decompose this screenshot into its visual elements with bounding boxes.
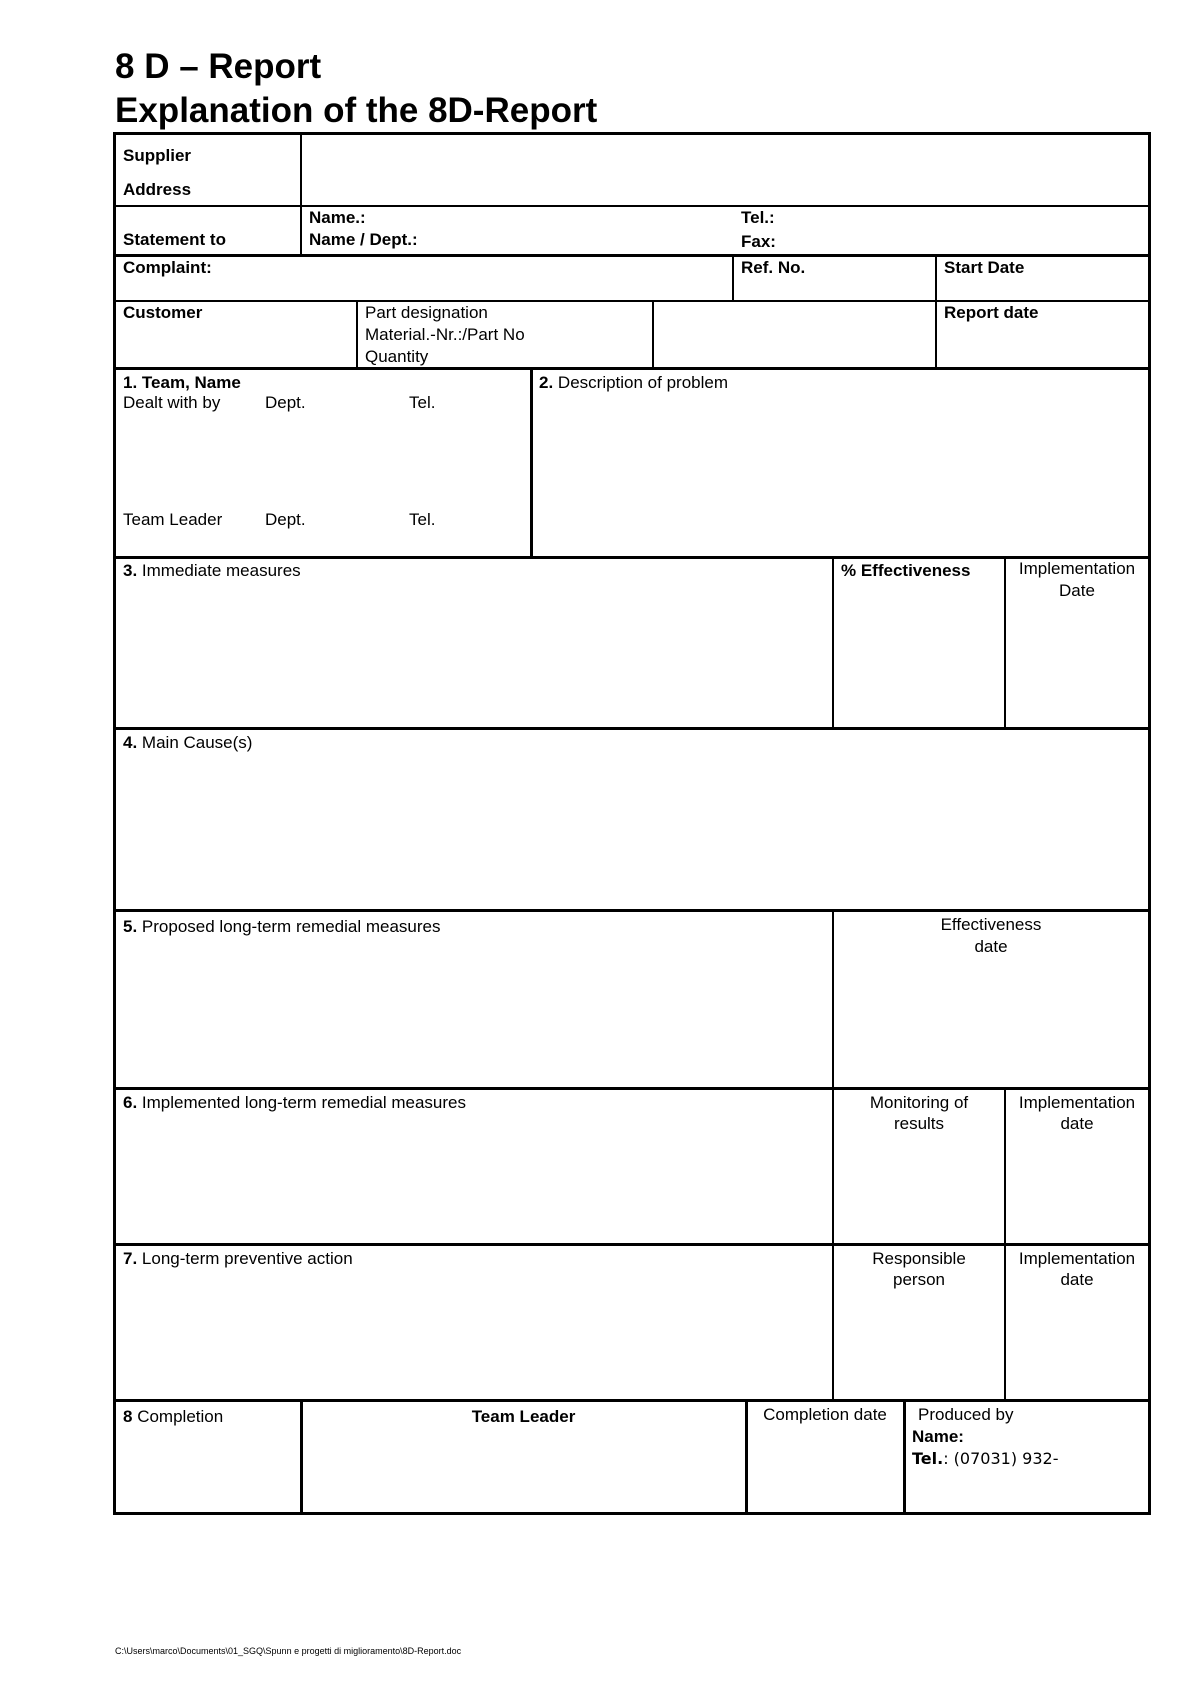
- rule-section-6: [115, 1243, 1149, 1246]
- complaint-label: Complaint:: [123, 258, 212, 277]
- section-5-label: Proposed long-term remedial measures: [141, 917, 441, 936]
- leader-dept-label: Dept.: [265, 510, 306, 529]
- form-right-border: [1148, 132, 1151, 1515]
- section-7-heading: [123, 1249, 353, 1269]
- monitoring-line2: results: [893, 1114, 945, 1133]
- s3-implementation-line1: Implementation: [1018, 559, 1136, 578]
- rule-section-2: [115, 556, 1149, 559]
- team-number: 1.: [123, 373, 138, 392]
- rule-v-header: [300, 133, 302, 254]
- rule-v-s6-s7-b: [1004, 1089, 1006, 1400]
- ref-no-label: Ref. No.: [741, 258, 806, 277]
- report-date-label: Report date: [944, 303, 1039, 322]
- leader-tel-label: Tel.: [409, 510, 436, 529]
- rule-v-s7-a: [832, 1245, 834, 1400]
- section-3-heading: [123, 561, 301, 581]
- section-7-number: 7.: [123, 1249, 138, 1268]
- produced-name-label: Name:: [912, 1427, 964, 1446]
- rule-section-5: [115, 1087, 1149, 1090]
- form-top-border: [115, 132, 1150, 135]
- part-designation-label: Part designation: [365, 303, 488, 322]
- rule-v-team: [530, 369, 533, 557]
- section-6-heading: [123, 1093, 466, 1113]
- section-6-label: Implemented long-term remedial measures: [141, 1093, 467, 1112]
- section-5-number: 5.: [123, 917, 138, 936]
- rule-v-s8-c: [903, 1401, 906, 1513]
- completion-number: 8: [123, 1407, 133, 1426]
- address-label: Address: [123, 180, 192, 199]
- produced-tel-value: : (07031) 932-: [943, 1449, 1059, 1468]
- form-bottom-border: [115, 1512, 1150, 1515]
- s6-implementation-line2: date: [1060, 1114, 1094, 1133]
- completion-label: Completion: [137, 1407, 224, 1426]
- produced-by-label: Produced by: [918, 1405, 1014, 1424]
- completion-date-label: Completion date: [763, 1405, 887, 1424]
- dealt-with-by-label: Dealt with by: [123, 393, 221, 412]
- fax-label: Fax:: [741, 232, 776, 251]
- completion-team-leader: Team Leader: [471, 1407, 576, 1426]
- section-5-heading: [123, 917, 441, 937]
- start-date-label: Start Date: [944, 258, 1025, 277]
- section-2-number: 2.: [539, 373, 554, 392]
- rule-v-part: [652, 301, 654, 368]
- s3-implementation-line2: Date: [1059, 581, 1095, 600]
- team-leader-label: Team Leader: [123, 510, 223, 529]
- rule-v-s3-a: [832, 558, 834, 728]
- section-3-label: Immediate measures: [141, 561, 301, 580]
- rule-section-4: [115, 909, 1149, 912]
- s7-implementation-line1: Implementation: [1018, 1249, 1136, 1268]
- responsible-line2: person: [893, 1270, 945, 1289]
- page-subtitle: Explanation of the 8D-Report: [115, 91, 598, 130]
- section-2-heading: [539, 373, 728, 393]
- team-heading: [123, 373, 241, 393]
- s5-effectiveness-line2: date: [974, 937, 1008, 956]
- supplier-label: Supplier: [123, 146, 192, 165]
- form-left-border: [113, 132, 116, 1515]
- s5-effectiveness-line1: Effectiveness: [940, 915, 1042, 934]
- rule-customer: [115, 367, 1149, 370]
- produced-tel-label: Tel.: [912, 1449, 944, 1468]
- rule-complaint: [115, 300, 1149, 302]
- s7-implementation-line2: date: [1060, 1270, 1094, 1289]
- rule-v-ref: [732, 256, 734, 301]
- monitoring-line1: Monitoring of: [869, 1093, 969, 1112]
- footer-file-path: C:\Users\marco\Documents\01_SGQ\Spunn e progetti di miglioramento\8D-Report.doc: [115, 1646, 462, 1656]
- responsible-line1: Responsible: [872, 1249, 966, 1268]
- section-3-number: 3.: [123, 561, 138, 580]
- section-4-heading: [123, 733, 252, 753]
- material-nr-label: Material.-Nr.:/Part No: [365, 325, 525, 344]
- rule-v-start-report: [935, 256, 937, 368]
- rule-v-s5-s6: [832, 911, 834, 1243]
- statement-to-label: Statement to: [123, 230, 226, 249]
- s6-implementation-line1: Implementation: [1018, 1093, 1136, 1112]
- name-label: Name.:: [309, 208, 366, 227]
- section-4-number: 4.: [123, 733, 138, 752]
- rule-section-7: [115, 1399, 1149, 1402]
- rule-v-customer: [356, 301, 358, 368]
- section-6-number: 6.: [123, 1093, 138, 1112]
- rule-section-3: [115, 727, 1149, 730]
- rule-supplier: [115, 205, 1149, 207]
- customer-label: Customer: [123, 303, 203, 322]
- completion-heading: [123, 1407, 223, 1427]
- quantity-label: Quantity: [365, 347, 429, 366]
- rule-statement: [115, 254, 1149, 257]
- name-dept-label: Name / Dept.:: [309, 230, 418, 249]
- produced-tel: [912, 1449, 1058, 1469]
- tel-label: Tel.:: [741, 208, 775, 227]
- rule-v-s3-b: [1004, 558, 1006, 728]
- section-4-label: Main Cause(s): [141, 733, 253, 752]
- team-heading-label: Team, Name: [141, 373, 241, 392]
- effectiveness-label: % Effectiveness: [841, 561, 971, 580]
- section-2-label: Description of problem: [557, 373, 728, 392]
- dealt-tel-label: Tel.: [409, 393, 436, 412]
- dealt-dept-label: Dept.: [265, 393, 306, 412]
- page-title: 8 D – Report: [115, 47, 322, 86]
- section-7-label: Long-term preventive action: [141, 1249, 353, 1268]
